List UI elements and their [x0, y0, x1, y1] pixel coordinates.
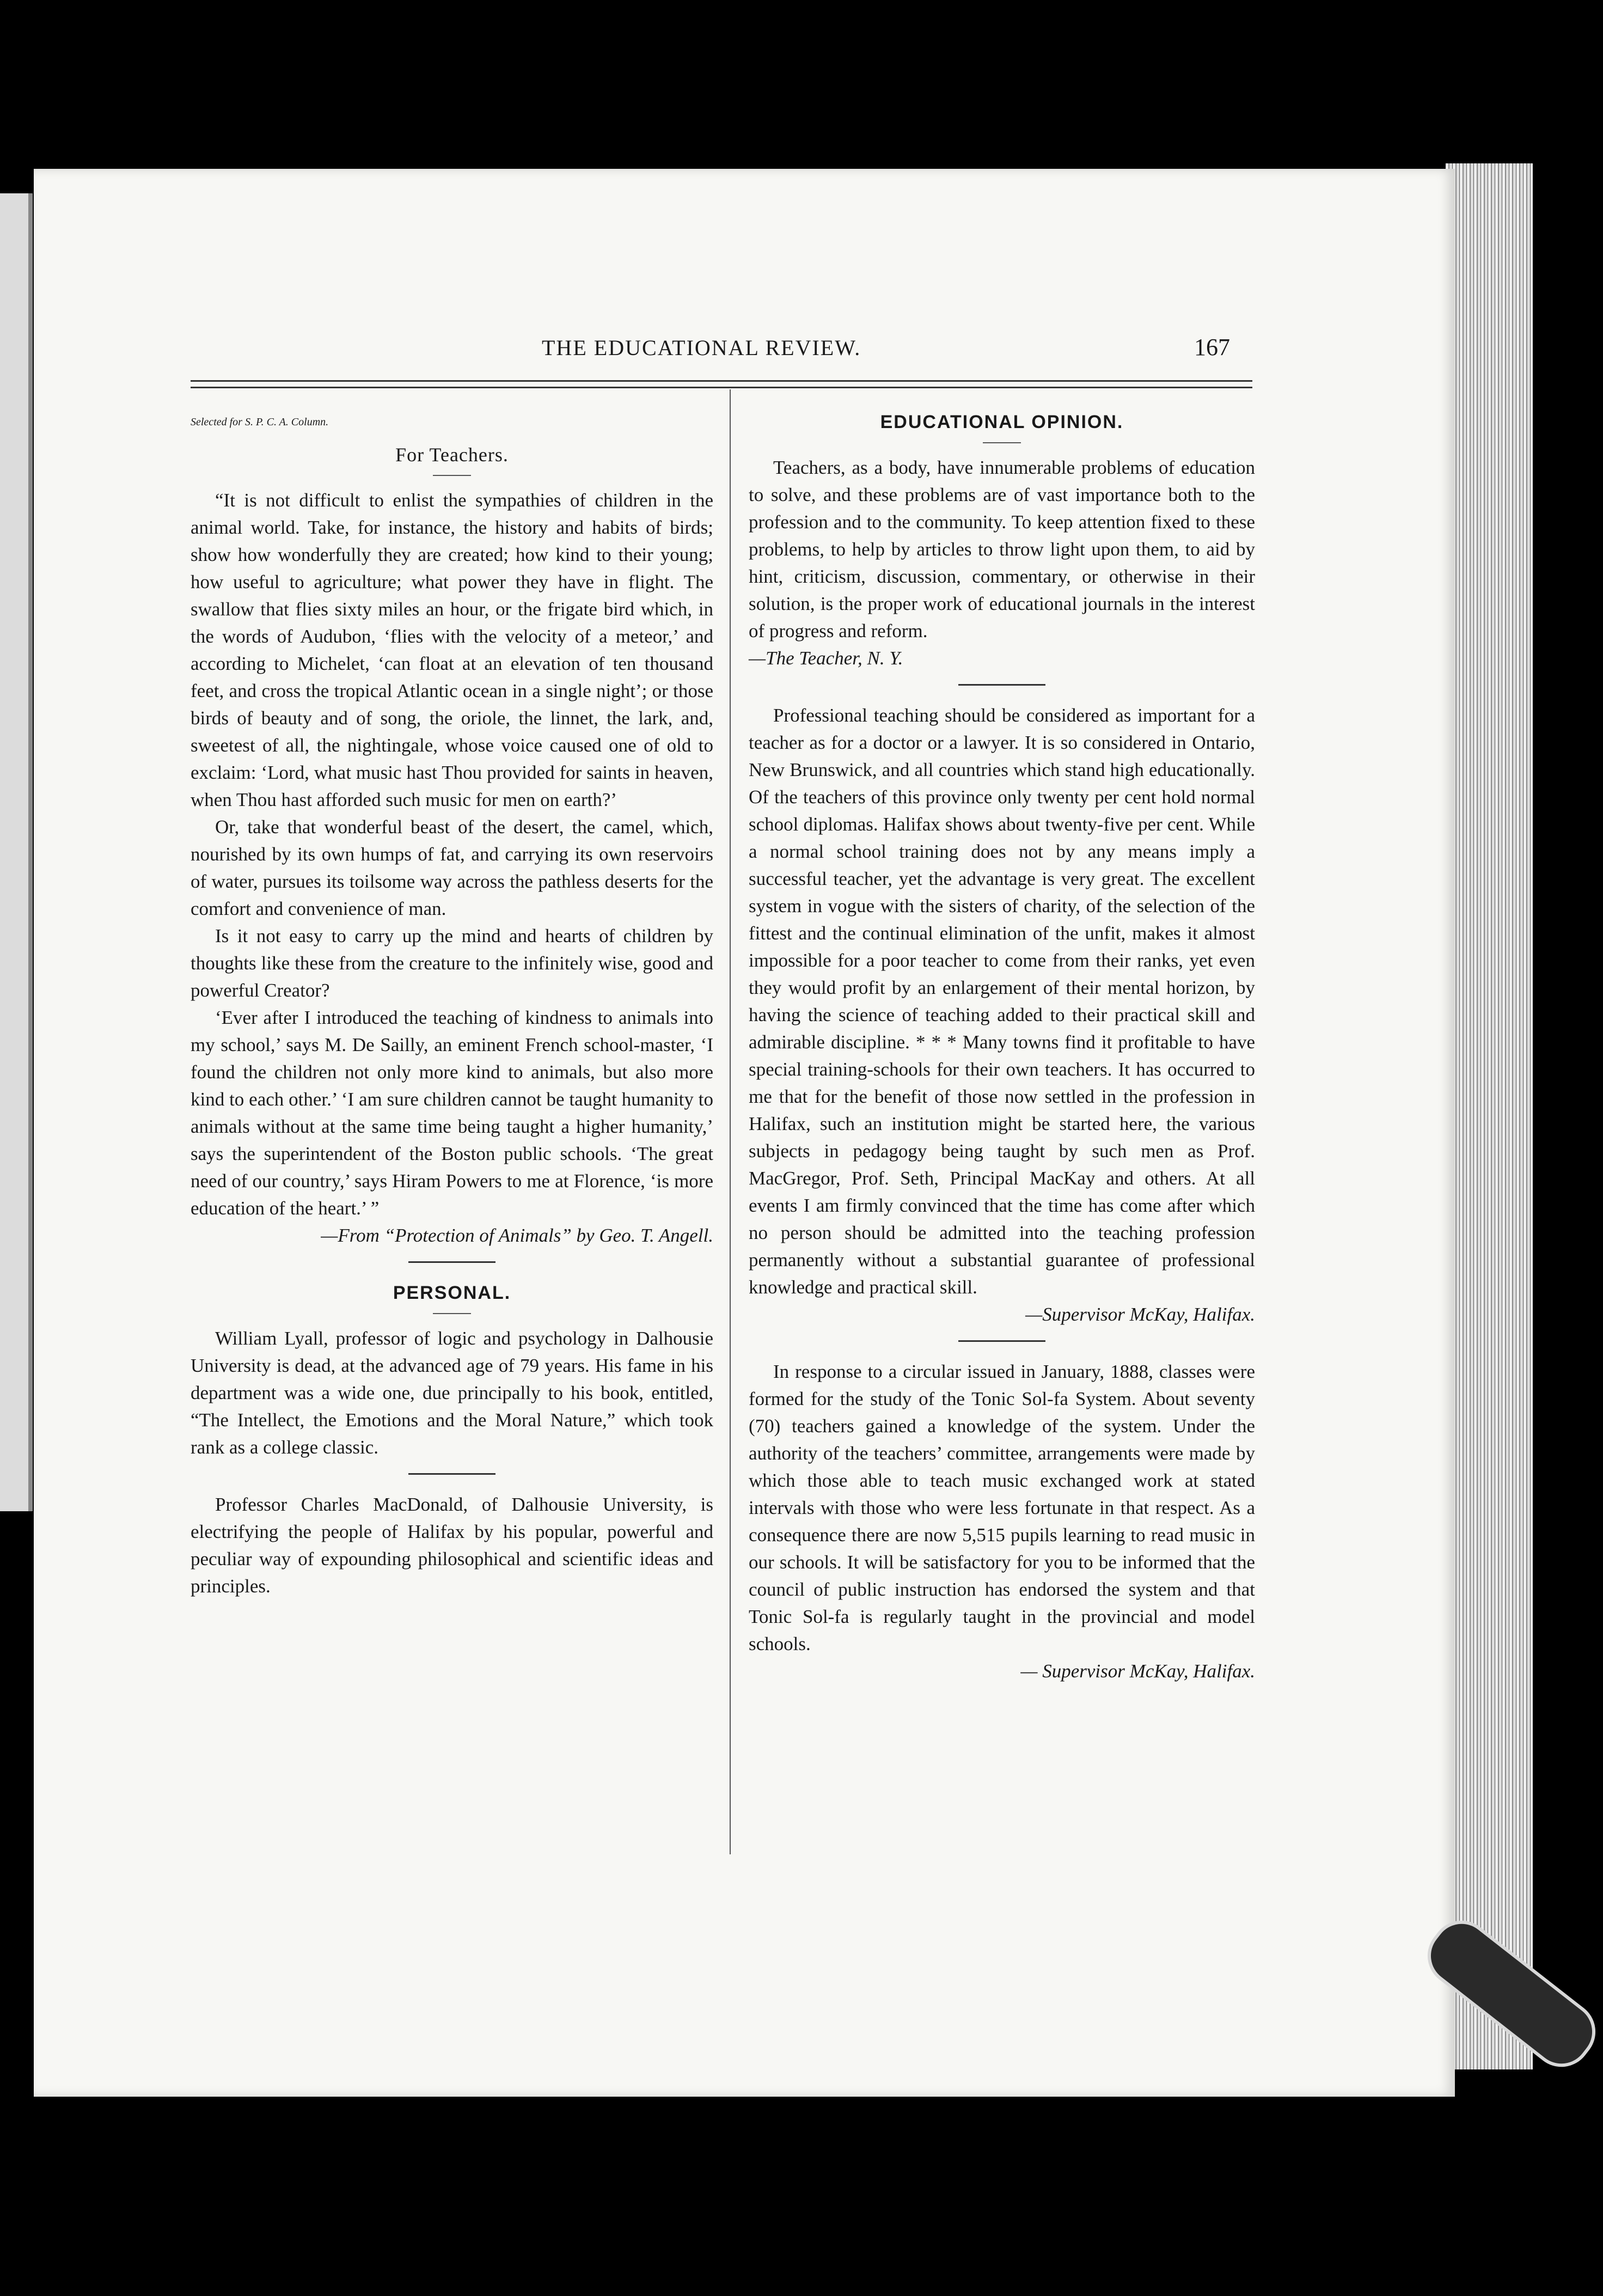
opinion-source: —The Teacher, N. Y.: [749, 648, 903, 669]
left-column: [191, 408, 713, 1600]
opinion-source: —Supervisor McKay, Halifax.: [1025, 1304, 1255, 1325]
article-paragraph: Or, take that wonderful beast of the desert, the camel, which, nourished by its own humps of fat, and carrying its own reservoirs of water, pursues its toilsome way across the pathless deserts for the comfort and convenience of man.: [191, 816, 713, 919]
article-source: —From “Protection of Animals” by Geo. T. Angell.: [321, 1225, 713, 1246]
book-page-edges: [1446, 163, 1533, 2069]
heading-dash: [983, 442, 1021, 443]
heading-dash: [433, 475, 471, 476]
column-divider: [730, 389, 731, 1854]
selection-credit: Selected for S. P. C. A. Column.: [191, 416, 329, 428]
header-rule-top: [191, 380, 1252, 382]
section-separator: [408, 1261, 495, 1263]
personal-paragraph: William Lyall, professor of logic and psychology in Dalhousie University is dead, at the advanced age of 79 years. His fame in his department was a wide one, due principally to his book, entitled, “The Intellect, the Emotions and the Moral Nature,” which took rank as a college classic.: [191, 1328, 713, 1458]
personal-heading: PERSONAL.: [393, 1283, 511, 1303]
opinion-paragraph: Professional teaching should be considered as important for a teacher as for a doctor or a lawyer. It is so considered in Ontario, New Brunswick, and all countries which stand high educationally. Of the teachers of this province only twenty per cent hold normal school diplomas. Halifax shows about twenty-five per cent. While a normal school training does not by any means imply a successful teacher, yet the advantage is very great. The excellent system in vogue with the sisters of charity, of the selection of the fittest and the continual elimination of the unfit, makes it almost impossible for a poor teacher to come from their ranks, yet even they would profit by an enlargement of their mental horizon, by having the science of teaching added to their practical skill and admirable discipline. * * * Many towns find it profitable to have special training-schools for their own teachers. It has occurred to me that for the benefit of those now settled in the profession in Halifax, such an institution might be started here, the various subjects in pedagogy being taught by such men as Prof. MacGregor, Prof. Seth, Principal MacKay and others. At all events I am firmly convinced that the time has come after which no person should be admitted into the teaching profession permanently without a substantial guarantee of professional knowledge and practical skill.: [749, 705, 1255, 1298]
adjacent-page-edge: [0, 193, 33, 1511]
article-paragraph: “It is not difficult to enlist the sympathies of children in the animal world. Take, for instance, the history and habits of birds; show how wonderfully they are created; how kind to their young; how useful to agriculture; what power they have in flight. The swallow that flies sixty miles an hour, or the frigate bird which, in the words of Audubon, ‘flies with the velocity of a meteor,’ and according to Michelet, ‘can float at an elevation of ten thousand feet, and cross the tropical Atlantic ocean in a single night’; or those birds of beauty and of song, the oriole, the linnet, the lark, and, sweetest of all, the nightingale, whose voice caused one of old to exclaim: ‘Lord, what music hast Thou provided for saints in heaven, when Thou hast afforded such music for men on earth?’: [191, 490, 713, 810]
section-separator: [958, 684, 1045, 686]
article-paragraph: Is it not easy to carry up the mind and hearts of children by thoughts like these from the creature to the infinitely wise, good and powerful Creator?: [191, 925, 713, 1001]
section-separator: [958, 1340, 1045, 1342]
header-rule-bottom: [191, 387, 1252, 388]
opinion-paragraph: Teachers, as a body, have innumerable problems of education to solve, and these problems are of vast importance both to the profession and to the community. To keep attention fixed to these problems, to help by articles to throw light upon them, to aid by hint, criticism, discussion, commentary, or otherwise in their solution, is the proper work of educational journals in the interest of progress and reform.: [749, 457, 1255, 642]
page-number: 167: [1194, 334, 1230, 361]
article-paragraph: ‘Ever after I introduced the teaching of kindness to animals into my school,’ says M. De Sailly, an eminent French school-master, ‘I found the children not only more kind to animals, but also more kind to each other.’ ‘I am sure children cannot be taught humanity to animals without at the same time being taught a higher humanity,’ says the superintendent of the Boston public schools. ‘The great need of our country,’ says Hiram Powers to me at Florence, ‘is more education of the heart.’ ”: [191, 1007, 713, 1219]
section-separator: [408, 1473, 495, 1475]
educational-opinion-heading: EDUCATIONAL OPINION.: [880, 412, 1124, 432]
for-teachers-heading: For Teachers.: [395, 444, 509, 466]
running-header: THE EDUCATIONAL REVIEW.: [542, 335, 861, 360]
heading-dash: [433, 1313, 471, 1314]
personal-paragraph: Professor Charles MacDonald, of Dalhousie University, is electrifying the people of Halifax by his popular, powerful and peculiar way of expounding philosophical and scientific ideas and principles.: [191, 1494, 713, 1597]
opinion-paragraph: In response to a circular issued in January, 1888, classes were formed for the study of the Tonic Sol-fa System. About seventy (70) teachers gained a knowledge of the system. Under the authority of the teachers’ committee, arrangements were made by which those able to teach music exchanged work at stated intervals with those who were less fortunate in that respect. As a consequence there are now 5,515 pupils learning to read music in our schools. It will be satisfactory for you to be informed that the council of public instruction has endorsed the system and that Tonic Sol-fa is regularly taught in the provincial and model schools.: [749, 1361, 1255, 1654]
right-column: [749, 403, 1255, 1685]
opinion-source: — Supervisor McKay, Halifax.: [1020, 1660, 1255, 1682]
